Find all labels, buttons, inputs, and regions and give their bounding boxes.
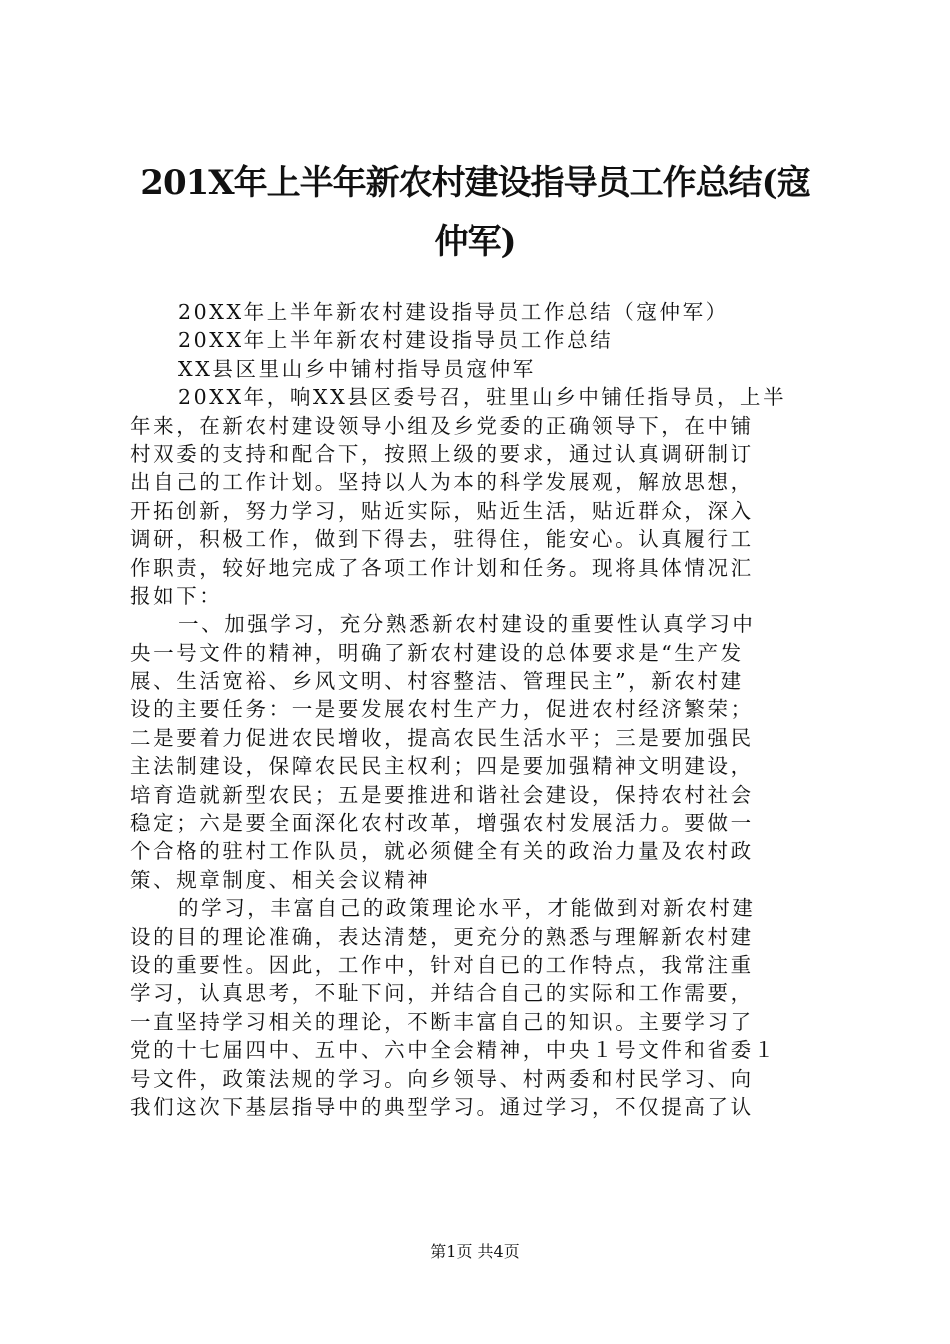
document-title-line-1: 201X年上半年新农村建设指导员工作总结(寇 xyxy=(140,163,810,203)
body-line: 20XX年，响XX县区委号召，驻里山乡中铺任指导员，上半 xyxy=(178,385,787,410)
body-line: 报如下： xyxy=(130,583,223,608)
body-line: 20XX年上半年新农村建设指导员工作总结（寇仲军） xyxy=(178,300,729,324)
body-line: 主法制建设，保障农民民主权利；四是要加强精神文明建设， xyxy=(130,754,754,779)
document-body xyxy=(130,298,830,1121)
body-line: 学习，认真思考，不耻下问，并结合自己的实际和工作需要， xyxy=(130,981,754,1006)
body-line: 我们这次下基层指导中的典型学习。通过学习，不仅提高了认 xyxy=(130,1094,754,1119)
body-line: 设的重要性。因此，工作中，针对自已的工作特点，我常注重 xyxy=(130,952,754,977)
body-line: 调研，积极工作，做到下得去，驻得住，能安心。认真履行工 xyxy=(130,527,754,552)
body-line: 号文件，政策法规的学习。向乡领导、村两委和村民学习、向 xyxy=(130,1066,754,1091)
body-line: 二是要着力促进农民增收，提高农民生活水平；三是要加强民 xyxy=(130,725,754,750)
body-line: 央一号文件的精神，明确了新农村建设的总体要求是“生产发 xyxy=(130,640,744,665)
body-line: 村双委的支持和配合下，按照上级的要求，通过认真调研制订 xyxy=(130,441,754,466)
body-line: 出自己的工作计划。坚持以人为本的科学发展观，解放思想， xyxy=(130,470,754,495)
body-line: 稳定；六是要全面深化农村改革，增强农村发展活力。要做一 xyxy=(130,811,754,836)
body-line: 设的主要任务：一是要发展农村生产力，促进农村经济繁荣； xyxy=(130,697,754,722)
body-line: 一直坚持学习相关的理论，不断丰富自己的知识。主要学习了 xyxy=(130,1009,754,1034)
body-line: 个合格的驻村工作队员，就必须健全有关的政治力量及农村政 xyxy=(130,839,754,864)
body-line: 开拓创新，努力学习，贴近实际，贴近生活，贴近群众，深入 xyxy=(130,498,754,523)
body-line: 展、生活宽裕、乡风文明、村容整洁、管理民主”，新农村建 xyxy=(130,669,744,694)
body-line: 设的目的理论准确，表达清楚，更充分的熟悉与理解新农村建 xyxy=(130,924,754,949)
body-line: 一、加强学习，充分熟悉新农村建设的重要性认真学习中 xyxy=(178,612,756,637)
body-line: 年来，在新农村建设领导小组及乡党委的正确领导下，在中铺 xyxy=(130,413,754,438)
body-line: 策、规章制度、相关会议精神 xyxy=(130,867,431,892)
body-line: 培育造就新型农民；五是要推进和谐社会建设，保持农村社会 xyxy=(130,782,754,807)
page-number: 第1页 共4页 xyxy=(430,1242,520,1261)
body-line: 20XX年上半年新农村建设指导员工作总结 xyxy=(178,328,614,353)
body-line: XX县区里山乡中铺村指导员寇仲军 xyxy=(178,356,536,381)
body-line: 党的十七届四中、五中、六中全会精神，中央１号文件和省委１ xyxy=(130,1038,777,1063)
document-title-line-2: 仲军) xyxy=(434,222,516,262)
body-line: 作职责，较好地完成了各项工作计划和任务。现将具体情况汇 xyxy=(130,555,754,580)
body-line: 的学习，丰富自己的政策理论水平，才能做到对新农村建 xyxy=(178,896,756,921)
